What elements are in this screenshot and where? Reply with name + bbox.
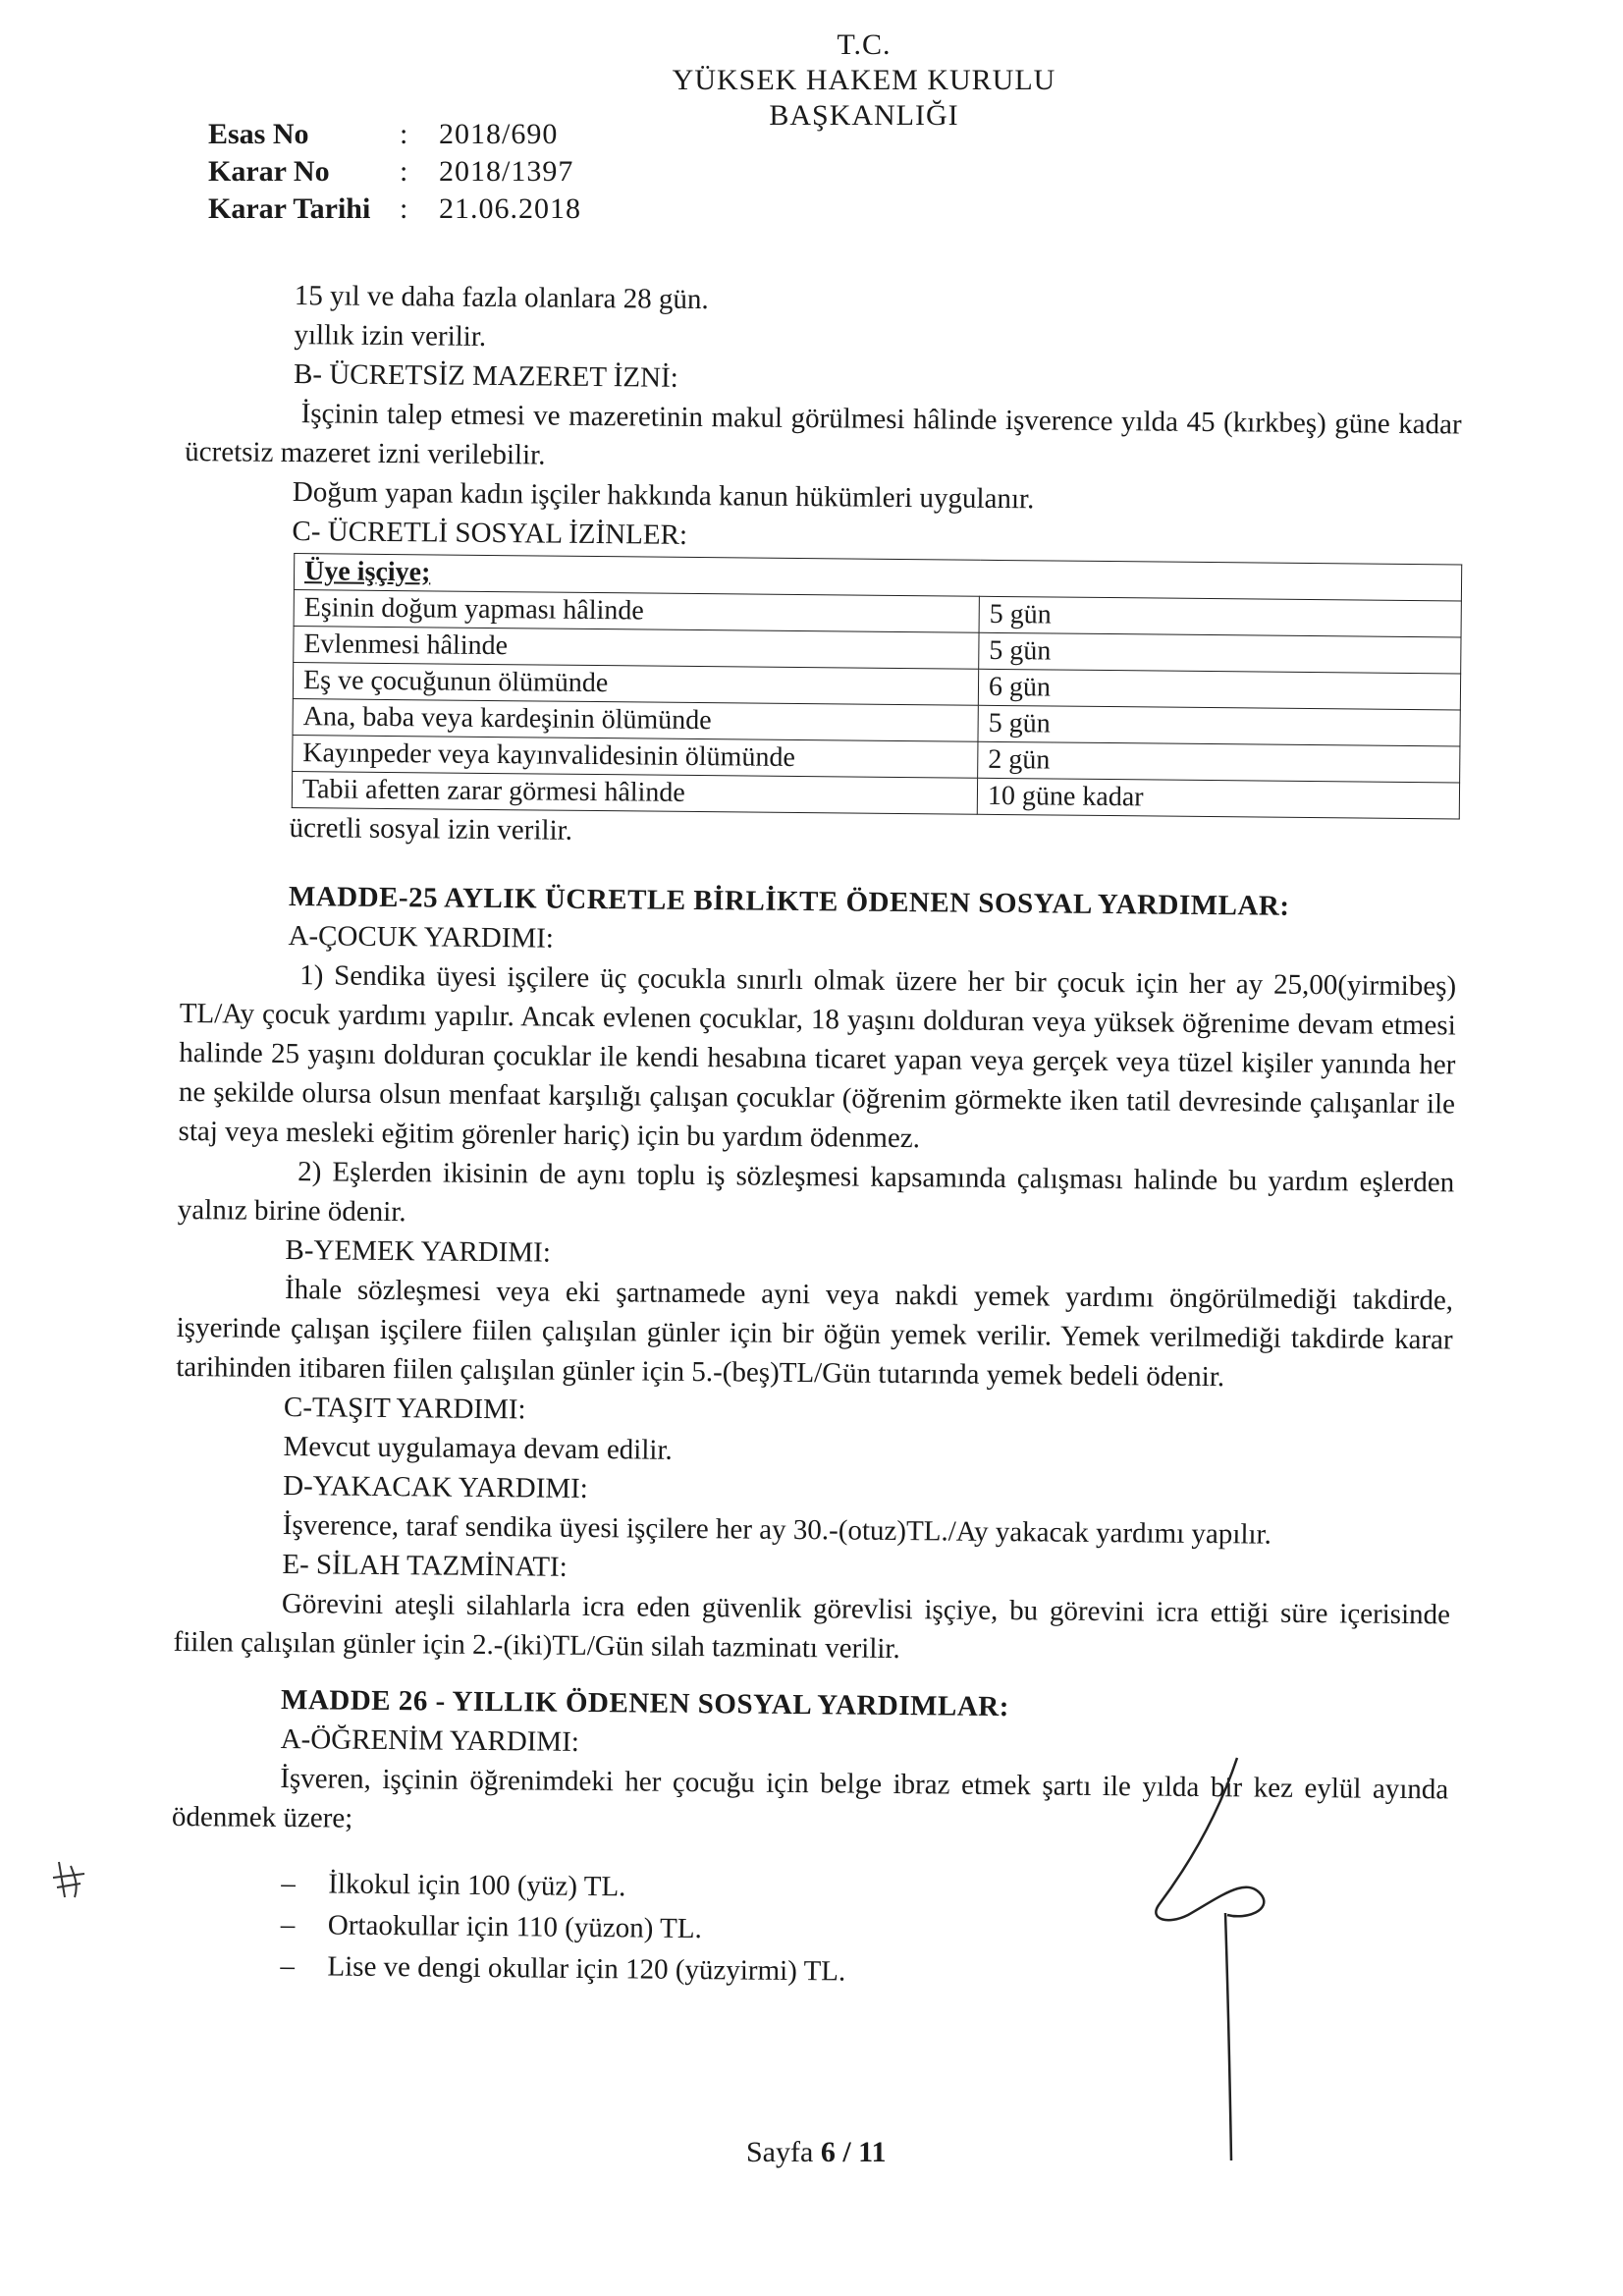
paragraph: 1) Sendika üyesi işçilere üç çocukla sınırlı olmak üzere her bir çocuk için her ay 25,00(yirmibeş) TL/Ay çocuk yardımı yapılır. Ancak evlenen çocuklar, 18 yaşını dolduran veya yüksek öğrenime devam etmesi halinde 25 yaşını dolduran çocuklar ile kendi hesabına ticaret yapan veya gerçek veya tüzel kişiler yanında her ne şekilde olursa olsun menfaat karşılığı çalışan çocuklar (öğrenim görmekte iken tatil devresinde çalışanlar ile staj veya mesleki eğitim görenler hariç) için bu yardım ödenmez. <box>178 959 1457 1155</box>
section-heading: A-ÖĞRENİM YARDIMI: <box>280 1722 580 1758</box>
header-tc: T.C. <box>837 28 892 61</box>
dash-bullet-icon: – <box>280 1949 296 1983</box>
section-heading: E- SİLAH TAZMİNATI: <box>282 1548 568 1583</box>
article-heading: MADDE-25 AYLIK ÜCRETLE BİRLİKTE ÖDENEN SOSYAL YARDIMLAR: <box>288 881 1290 922</box>
leave-table <box>292 553 1462 819</box>
paragraph: İşveren, işçinin öğrenimdeki her çocuğu için belge ibraz etmek şartı ile yılda bir kez eylül ayında ödenmek üzere; <box>171 1762 1449 1834</box>
section-heading: D-YAKACAK YARDIMI: <box>283 1469 588 1504</box>
body-line: yıllık izin verilir. <box>294 319 487 353</box>
table-cell: Ana, baba veya kardeşinin ölümünde <box>293 699 978 742</box>
meta-label: Esas No <box>208 118 309 150</box>
section-heading: B-YEMEK YARDIMI: <box>285 1234 552 1269</box>
meta-row-tarih: Karar Tarihi : 21.06.2018 <box>208 191 581 228</box>
meta-value: 2018/690 <box>439 118 559 150</box>
section-heading: C- ÜCRETLİ SOSYAL İZİNLER: <box>292 516 688 551</box>
table-cell: 6 gün <box>978 669 1460 710</box>
case-meta <box>208 116 581 228</box>
table-cell: 5 gün <box>979 632 1461 674</box>
page-footer <box>746 2136 887 2169</box>
signature-icon <box>1129 1748 1276 2180</box>
paragraph: İşverence, taraf sendika üyesi işçilere her ay 30.-(otuz)TL./Ay yakacak yardımı yapılır. <box>282 1508 1271 1551</box>
dash-bullet-icon: – <box>281 1868 296 1900</box>
paragraph: Doğum yapan kadın işçiler hakkında kanun hükümleri uygulanır. <box>292 476 1035 516</box>
meta-value: 2018/1397 <box>439 155 574 188</box>
table-cell: Tabii afetten zarar görmesi hâlinde <box>292 772 977 815</box>
paragraph: 2) Eşlerden ikisinin de aynı toplu iş sözleşmesi kapsamında çalışması halinde bu yardım eşlerden yalnız birine ödenir. <box>177 1156 1455 1229</box>
section-heading: B- ÜCRETSİZ MAZERET İZNİ: <box>293 358 678 394</box>
paragraph: Mevcut uygulamaya devam edilir. <box>283 1431 673 1466</box>
body-line: ücretli sosyal izin verilir. <box>289 812 573 847</box>
table-cell: Evlenmesi hâlinde <box>294 627 979 670</box>
table-cell: 5 gün <box>979 596 1461 637</box>
list-item-text: İlkokul için 100 (yüz) TL. <box>328 1868 626 1903</box>
page-number: 6 / 11 <box>820 2136 887 2168</box>
paragraph: Görevini ateşli silahlarla icra eden güvenlik görevlisi işçiye, bu görevini icra ettiği süre içerisinde fiilen çalışılan günler için 2.-(iki)TL/Gün silah tazminatı verilir. <box>173 1587 1451 1666</box>
meta-row-karar: Karar No : 2018/1397 <box>208 153 581 191</box>
paragraph: İhale sözleşmesi veya eki şartnamede ayni veya nakdi yemek yardımı öngörülmediği takdirde, işyerinde çalışan işçilere fiilen çalışılan günler için bir öğün yemek verilir. Yemek verilmediği takdirde karar tarihinden itibaren fiilen çalışılan günler için 5.-(beş)TL/Gün tutarında yemek bedeli ödenir. <box>176 1274 1454 1394</box>
header-institution: YÜKSEK HAKEM KURULU <box>672 64 1056 96</box>
document-body <box>170 275 1463 1997</box>
table-cell: 10 güne kadar <box>977 778 1459 819</box>
meta-label: Karar No <box>208 155 330 188</box>
header-presidency: BAŞKANLIĞI <box>769 99 959 132</box>
table-cell: 2 gün <box>978 741 1460 783</box>
meta-row-esas: Esas No : 2018/690 <box>208 116 581 153</box>
table-cell: Eş ve çocuğunun ölümünde <box>293 663 978 706</box>
meta-label: Karar Tarihi <box>208 192 371 225</box>
body-line: 15 yıl ve daha fazla olanlara 28 gün. <box>294 280 709 316</box>
article-heading: MADDE 26 - YILLIK ÖDENEN SOSYAL YARDIMLAR: <box>280 1683 1010 1723</box>
list-item-text: Lise ve dengi okullar için 120 (yüzyirmi) TL. <box>327 1950 846 1988</box>
meta-value: 21.06.2018 <box>439 192 581 225</box>
list-item-text: Ortaokullar için 110 (yüzon) TL. <box>327 1909 702 1945</box>
footer-label: Sayfa <box>746 2136 814 2168</box>
table-header-cell: Üye işçiye; <box>294 554 1461 601</box>
paragraph: İşçinin talep etmesi ve mazeretinin makul görülmesi hâlinde işverence yılda 45 (kırkbeş) güne kadar ücretsiz mazeret izni verilebilir. <box>185 398 1462 471</box>
table-cell: Kayınpeder veya kayınvalidesinin ölümünde <box>293 736 978 779</box>
institution-header <box>550 27 1178 134</box>
table-cell: 5 gün <box>978 705 1460 746</box>
dash-bullet-icon: – <box>280 1908 296 1941</box>
section-heading: A-ÇOCUK YARDIMI: <box>288 920 555 955</box>
initial-mark-icon <box>45 1856 92 1903</box>
table-cell: Eşinin doğum yapması hâlinde <box>294 590 979 633</box>
section-heading: C-TAŞIT YARDIMI: <box>283 1392 526 1426</box>
